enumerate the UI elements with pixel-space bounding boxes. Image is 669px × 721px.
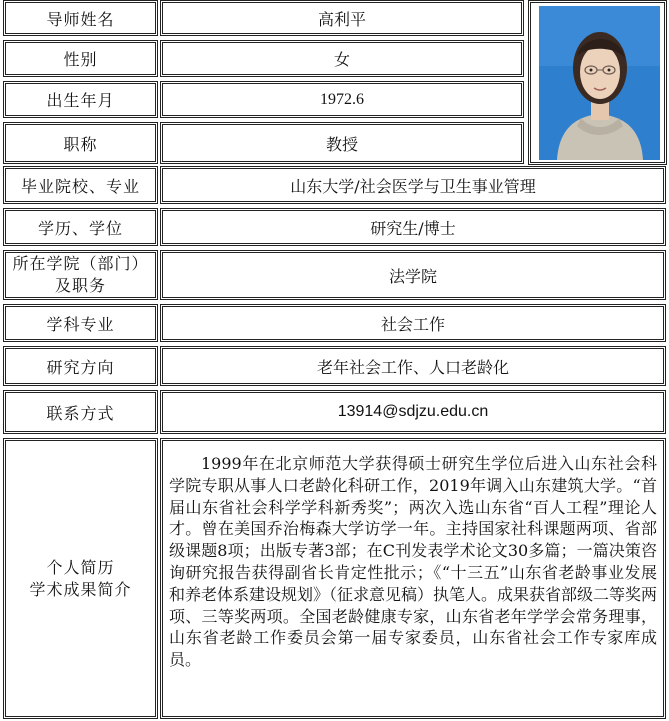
photo-frame xyxy=(528,0,667,165)
department-value: 法学院 xyxy=(160,250,666,300)
gender-label: 性别 xyxy=(3,40,158,77)
birth-label: 出生年月 xyxy=(3,81,158,118)
bio-label-line2: 学术成果简介 xyxy=(29,579,132,599)
department-label-line1: 所在学院（部门） xyxy=(12,254,149,273)
advisor-photo xyxy=(539,6,660,160)
bio-label xyxy=(3,438,158,719)
degree-label: 学历、学位 xyxy=(3,208,158,246)
contact-label: 联系方式 xyxy=(3,390,158,434)
school-major-label: 毕业院校、专业 xyxy=(3,166,158,204)
discipline-label: 学科专业 xyxy=(3,304,158,342)
bio-label-line1: 个人简历 xyxy=(46,557,115,577)
bio-paragraph: 1999年在北京师范大学获得硕士研究生学位后进入山东社会科学院专职从事人口老龄化科研工作，2019年调入山东建筑大学。“首届山东省社会科学学科新秀奖”；两次入选山东省“百人工程”理论人才。曾在美国乔治梅森大学访学一年。主持国家社科课题两项、省部级课题8项；出版专著3部；在C刊发表学术论文30多篇；一篇决策咨询研究报告获得副省长肯定性批示；《“十三五”山东省老龄事业发展和养老体系建设规划》（征求意见稿）执笔人。成果获省部级二等奖两项、三等奖两项。全国老龄健康专家，山东省老年学学会常务理事，山东省老龄工作委员会第一届专家委员，山东省社会工作专家库成员。 xyxy=(169,454,658,670)
gender-value: 女 xyxy=(160,40,524,77)
contact-email[interactable]: 13914@sdjzu.edu.cn xyxy=(160,390,666,434)
advisor-name-label: 导师姓名 xyxy=(3,0,158,36)
advisor-name-value: 高利平 xyxy=(160,0,524,36)
department-label xyxy=(3,250,158,300)
research-value: 老年社会工作、人口老龄化 xyxy=(160,346,666,386)
degree-value: 研究生/博士 xyxy=(160,208,666,246)
department-label-line2: 及职务 xyxy=(54,276,106,295)
title-value: 教授 xyxy=(160,122,524,164)
research-label: 研究方向 xyxy=(3,346,158,386)
school-major-value: 山东大学/社会医学与卫生事业管理 xyxy=(160,166,666,204)
discipline-value: 社会工作 xyxy=(160,304,666,342)
bio-text-cell xyxy=(160,438,666,719)
title-label: 职称 xyxy=(3,122,158,164)
birth-value: 1972.6 xyxy=(160,81,524,118)
